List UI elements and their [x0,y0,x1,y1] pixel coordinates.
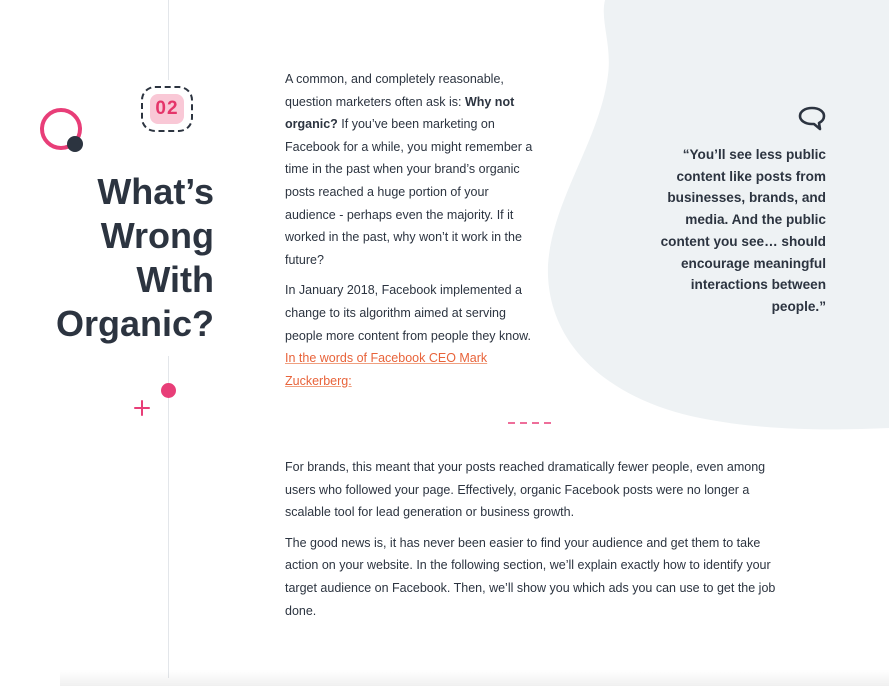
title-line: With [136,259,214,300]
pull-quote: “You’ll see less public content like posts from businesses, brands, and media. And the public content you see… should encourage meaningful interactions between people.” [660,147,826,314]
conclusion-column [285,456,785,630]
title-line: Organic? [55,303,214,344]
speech-bubble-icon [797,105,827,131]
page-bottom-shadow [60,670,889,686]
algorithm-paragraph: In January 2018, Facebook implemented a change to its algorithm aimed at serving people more content from people they know. In the words of Facebook CEO Mark Zuckerberg: [285,283,531,388]
vertical-guide-line-bottom [168,356,169,678]
decorative-dot-pink [161,383,176,398]
intro-column [285,68,537,400]
good-news-paragraph: The good news is, it has never been easier to find your audience and get them to take action on your website. In the following section, we’ll explain exactly how to identify your target audience on Facebook. Then, we’ll show you which ads you can use to get the job done. [285,535,776,618]
section-number: 02 [150,94,184,124]
section-divider [508,421,554,425]
intro-paragraph: A common, and completely reasonable, question marketers often ask is: Why not organic? If you’ve been marketing on Facebook for a while, you might remember a time in the past when your brand’s organic posts reached a huge portion of your audience - perhaps even the majority. If it worked in the past, why won’t it work in the future? [285,72,533,267]
zuckerberg-quote-link[interactable]: In the words of Facebook CEO Mark Zuckerberg: [285,351,488,388]
title-line: What’s [97,171,214,212]
highlight-question: Why not organic? [285,94,515,132]
impact-paragraph: For brands, this meant that your posts reached dramatically fewer people, even among users who followed your page. Effectively, organic Facebook posts were no longer a scalable tool for lead generation or business growth. [285,460,766,520]
section-number-badge [141,86,193,132]
title-line: Wrong [100,215,214,256]
section-title [20,170,214,346]
decorative-dot-dark [67,136,83,152]
vertical-guide-line-top [168,0,169,80]
plus-icon [133,399,151,417]
